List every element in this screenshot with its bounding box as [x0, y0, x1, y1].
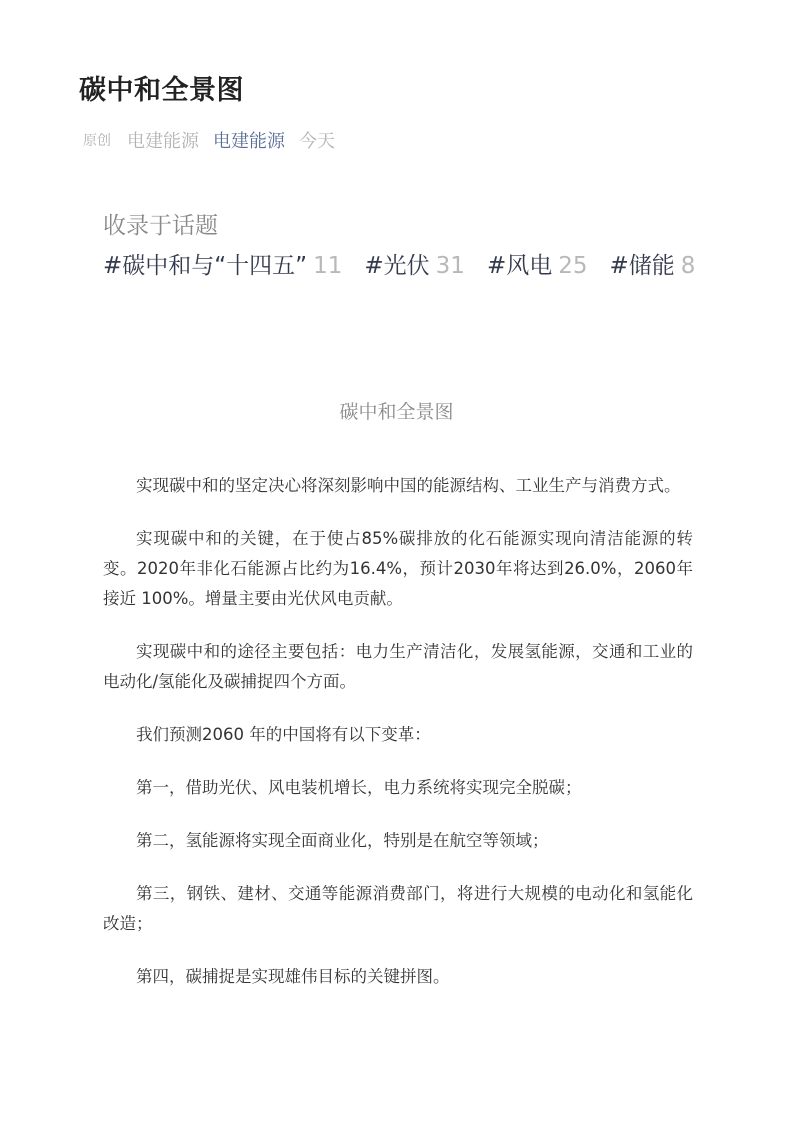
topic-name: #光伏: [364, 253, 430, 279]
account-link[interactable]: 电建能源: [213, 131, 285, 152]
topic-collection: [103, 210, 717, 282]
topic-tag[interactable]: [364, 250, 465, 282]
content-subtitle: 碳中和全景图: [339, 401, 454, 423]
original-label: 原创: [83, 133, 111, 149]
topic-count: 25: [558, 253, 588, 279]
topic-tag[interactable]: [103, 250, 342, 282]
topic-name: #储能: [609, 253, 675, 279]
paragraph: 第三，钢铁、建材、交通等能源消费部门，将进行大规模的电动化和氢能化改造；: [103, 884, 693, 933]
topics-label: 收录于话题: [103, 213, 218, 239]
author-name: 电建能源: [127, 131, 199, 152]
paragraph: 第四，碳捕捉是实现雄伟目标的关键拼图。: [136, 967, 450, 986]
topic-tag[interactable]: [487, 250, 588, 282]
paragraph: 实现碳中和的关键，在于使占85%碳排放的化石能源实现向清洁能源的转变。2020年非化石能源占比约为16.4%，预计2030年将达到26.0%，2060年接近 100%。增量主要由光伏风电贡献。: [103, 529, 693, 608]
topic-list: [103, 250, 717, 282]
topic-count: 8: [680, 253, 696, 279]
topic-name: #碳中和与“十四五”: [103, 253, 308, 279]
paragraph: 实现碳中和的坚定决心将深刻影响中国的能源结构、工业生产与消费方式。: [136, 476, 681, 495]
article-meta: [83, 127, 335, 153]
topic-count: 11: [313, 253, 343, 279]
paragraph: 实现碳中和的途径主要包括：电力生产清洁化，发展氢能源，交通和工业的电动化/氢能化及碳捕捉四个方面。: [103, 642, 693, 691]
publish-date: 今天: [299, 131, 335, 152]
paragraph: 第二，氢能源将实现全面商业化，特别是在航空等领域；: [136, 831, 549, 850]
article-body: [103, 471, 693, 1015]
topic-count: 31: [435, 253, 465, 279]
topic-tag[interactable]: [610, 250, 696, 282]
article-title: 碳中和全景图: [79, 75, 244, 106]
paragraph: 第一，借助光伏、风电装机增长，电力系统将实现完全脱碳；: [136, 778, 582, 797]
paragraph: 我们预测2060 年的中国将有以下变革：: [136, 725, 431, 744]
topic-name: #风电: [486, 253, 553, 279]
